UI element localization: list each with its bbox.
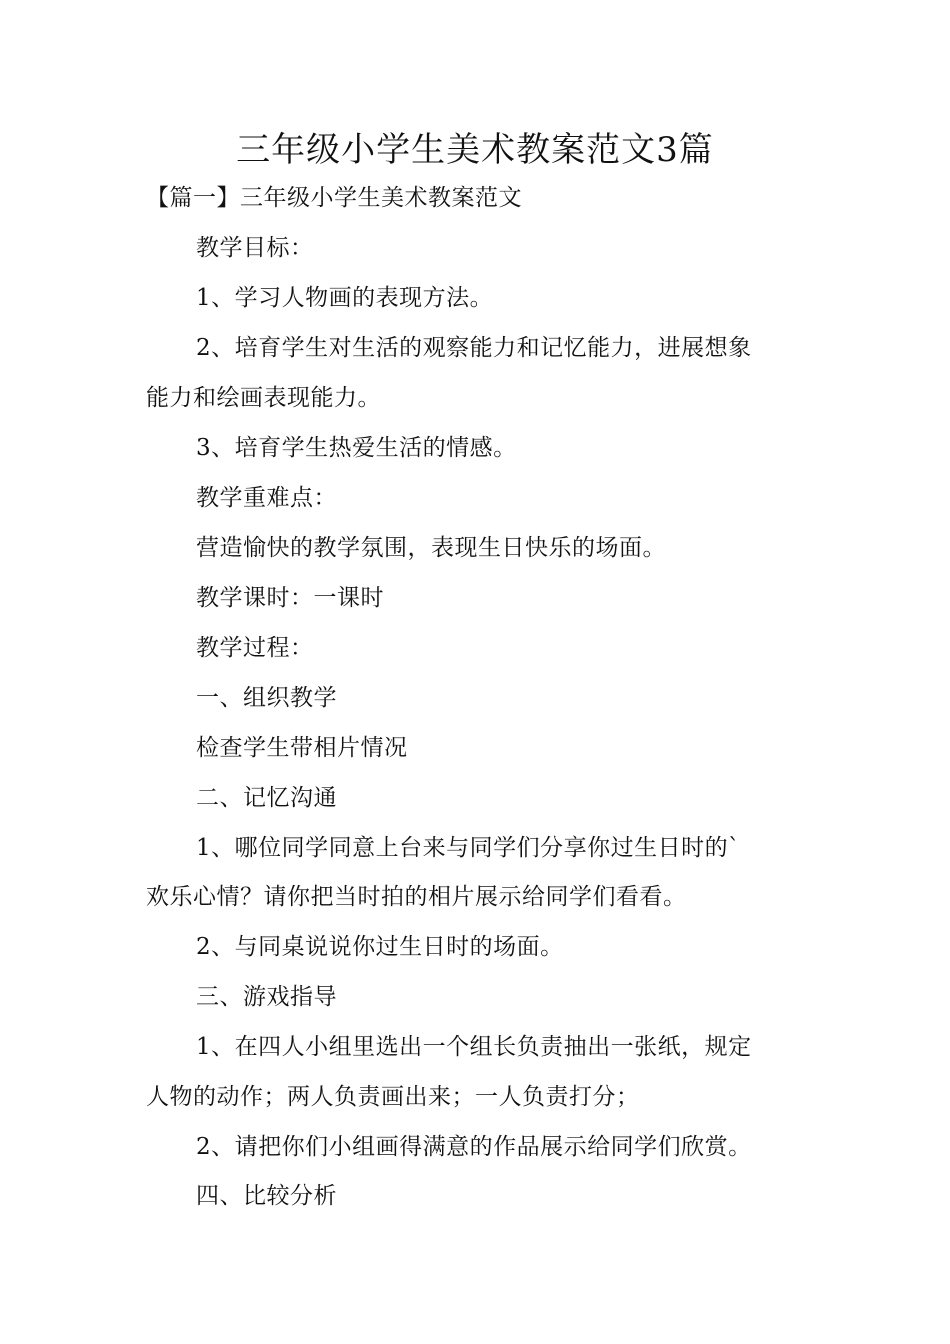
document-title: 三年级小学生美术教案范文3篇 [236, 130, 714, 170]
paragraph-line: 2、请把你们小组画得满意的作品展示给同学们欣赏。 [196, 1134, 752, 1160]
paragraph-line: 1、在四人小组里选出一个组长负责抽出一张纸，规定 [196, 1034, 752, 1060]
paragraph-line: 四、比较分析 [196, 1183, 337, 1209]
paragraph-line: 3、培育学生热爱生活的情感。 [196, 435, 517, 461]
paragraph-line: 教学目标： [196, 235, 314, 261]
paragraph-line: 教学过程： [196, 635, 314, 661]
paragraph-line: 1、哪位同学同意上台来与同学们分享你过生日时的` [196, 835, 741, 861]
paragraph-line: 营造愉快的教学氛围，表现生日快乐的场面。 [196, 535, 666, 561]
paragraph-line: 三、游戏指导 [196, 984, 337, 1010]
paragraph-line: 一、组织教学 [196, 685, 337, 711]
paragraph-line: 1、学习人物画的表现方法。 [196, 285, 494, 311]
paragraph-line: 检查学生带相片情况 [196, 735, 408, 761]
paragraph-line: 教学重难点： [196, 485, 337, 511]
paragraph-line: 教学课时：一课时 [196, 585, 384, 611]
paragraph-line: 2、培育学生对生活的观察能力和记忆能力，进展想象 [196, 335, 752, 361]
paragraph-line: 二、记忆沟通 [196, 785, 337, 811]
paragraph-line: 人物的动作；两人负责画出来；一人负责打分； [146, 1084, 640, 1110]
paragraph-line: 欢乐心情？请你把当时拍的相片展示给同学们看看。 [146, 884, 687, 910]
section-heading: 【篇一】三年级小学生美术教案范文 [146, 185, 522, 211]
paragraph-line: 能力和绘画表现能力。 [146, 385, 381, 411]
paragraph-line: 2、与同桌说说你过生日时的场面。 [196, 934, 564, 960]
